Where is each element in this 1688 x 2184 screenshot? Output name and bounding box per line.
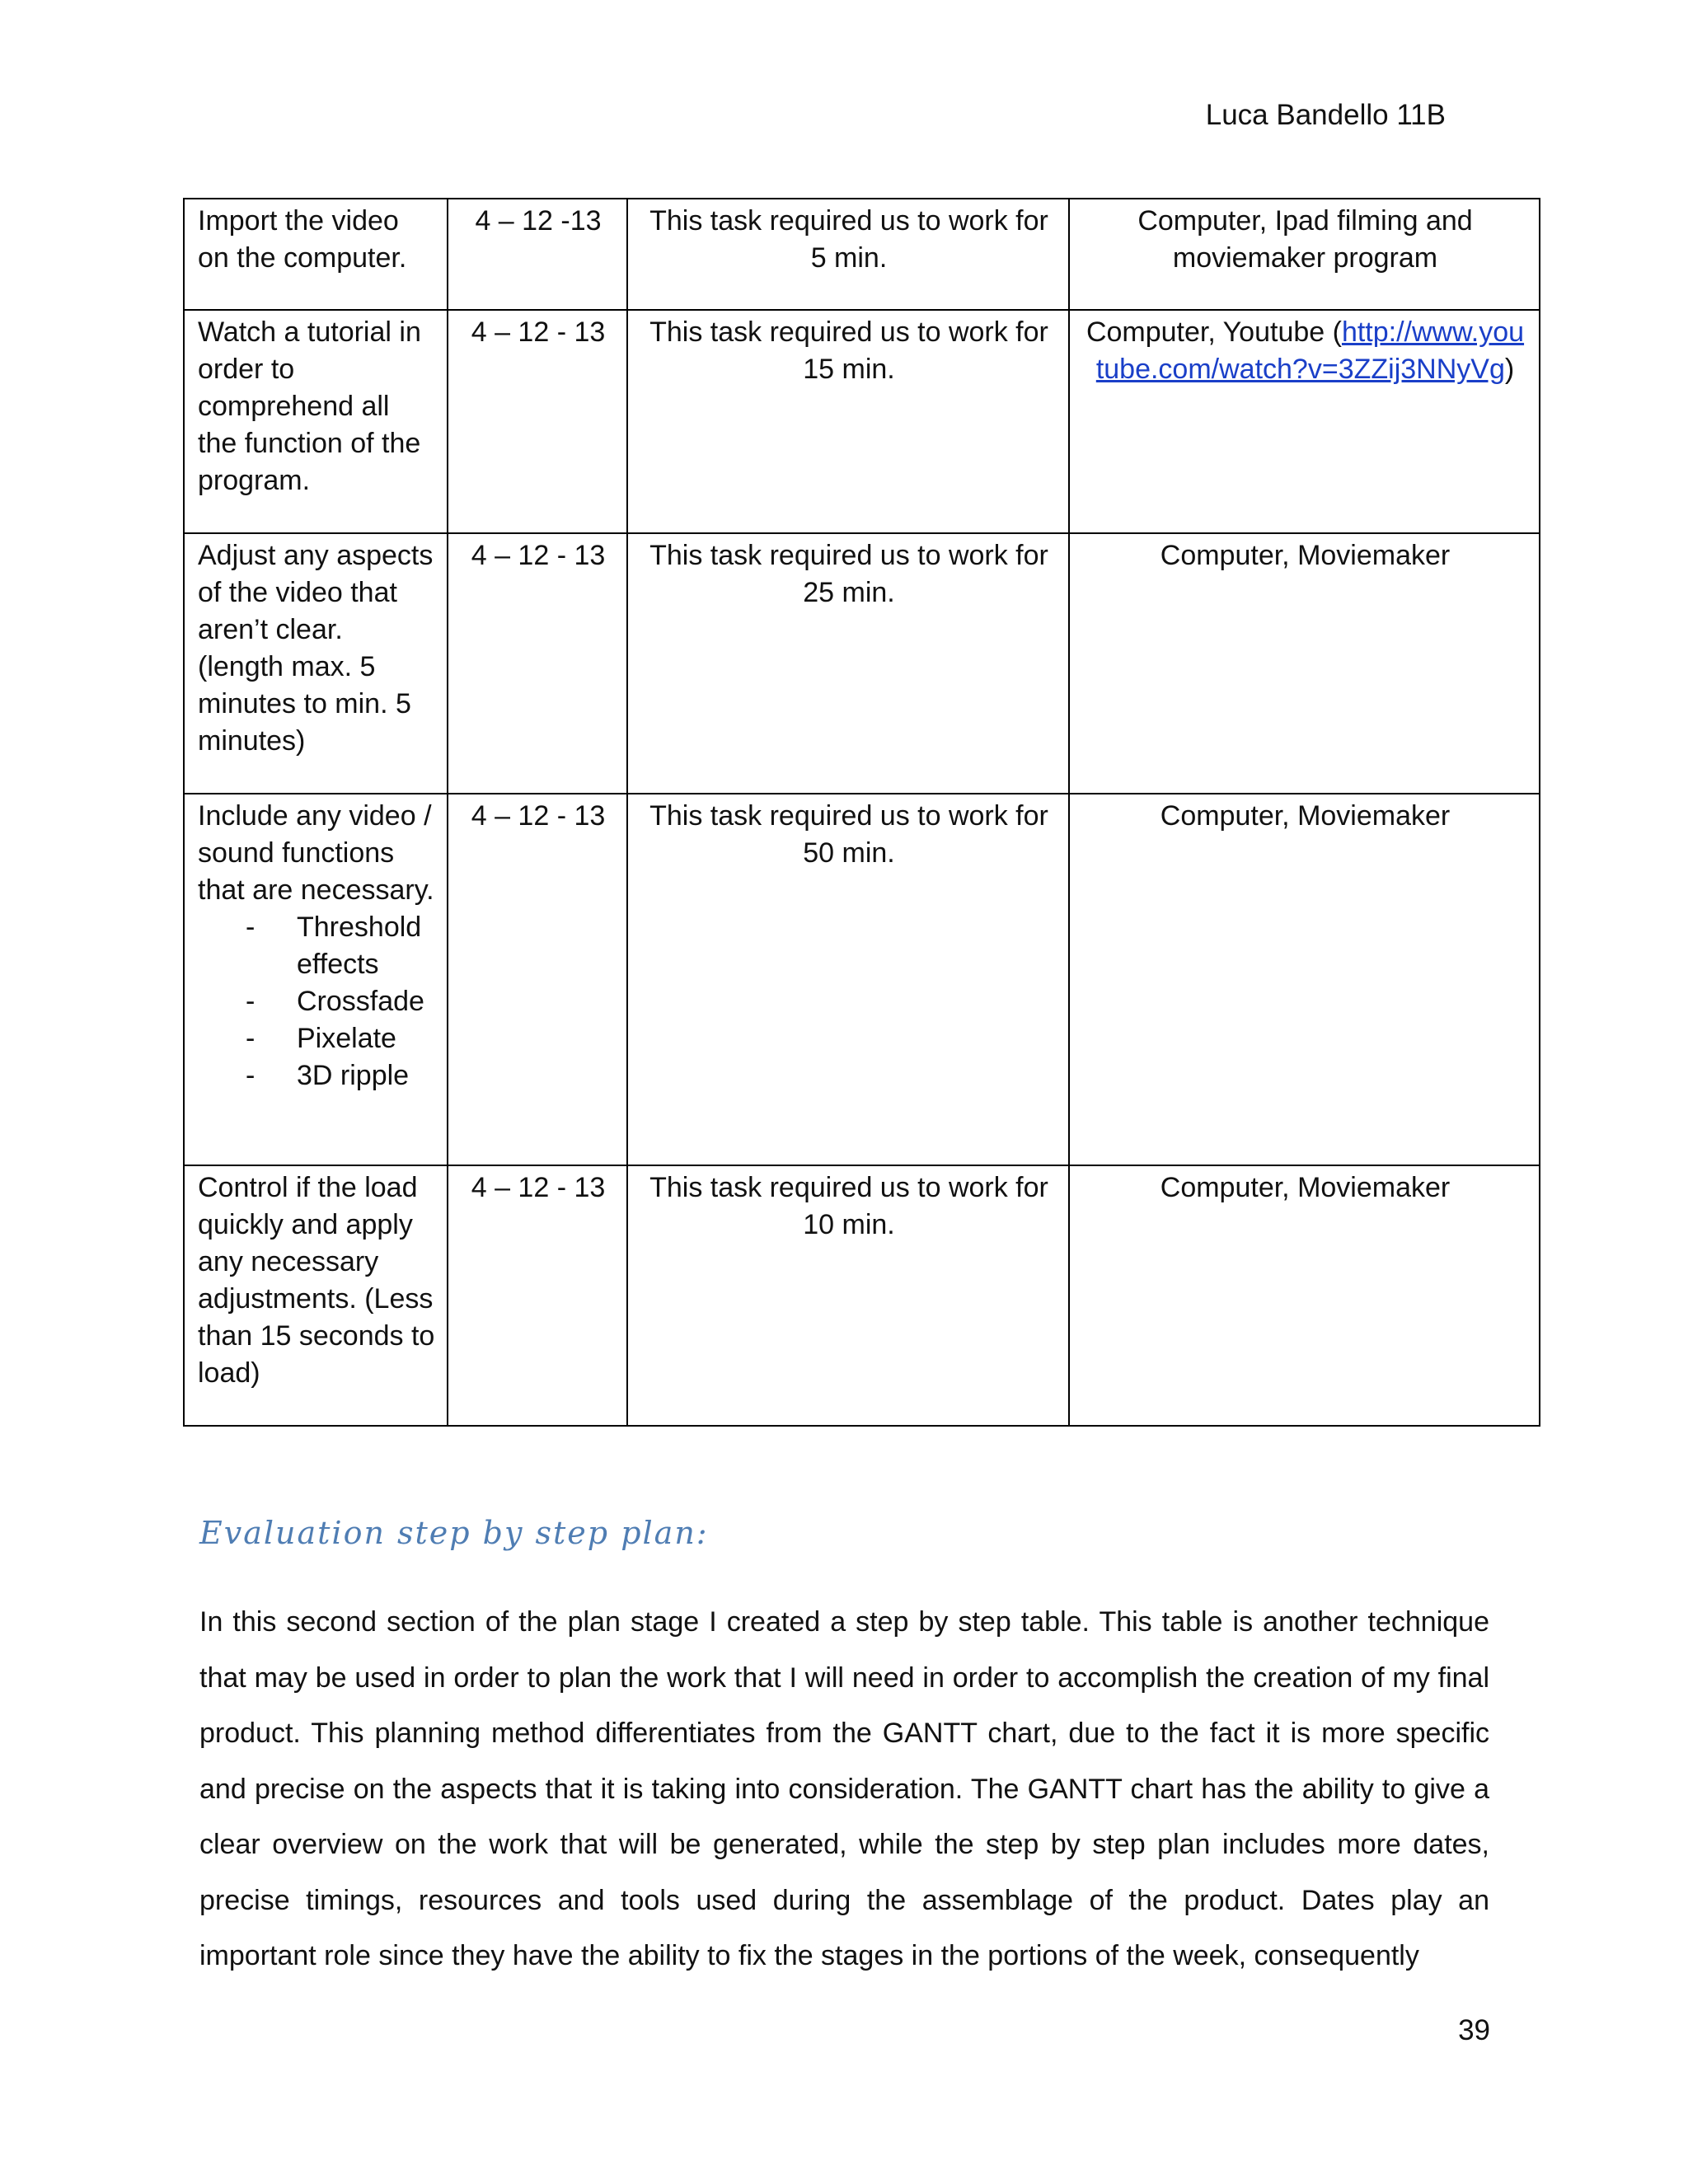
task-cell: Import the video on the computer.	[184, 199, 448, 310]
time-cell: This task required us to work for 5 min.	[627, 199, 1069, 310]
time-cell: This task required us to work for 15 min.	[627, 310, 1069, 533]
date-cell: 4 – 12 - 13	[448, 533, 627, 794]
task-text: Include any video / sound functions that are necessary.	[198, 800, 434, 906]
effects-list	[198, 909, 435, 1094]
table-row	[184, 794, 1540, 1165]
date-cell: 4 – 12 - 13	[448, 1165, 627, 1426]
task-cell: Adjust any aspects of the video that aren’t clear. (length max. 5 minutes to min. 5 minutes)	[184, 533, 448, 794]
task-cell: Watch a tutorial in order to comprehend all the function of the program.	[184, 310, 448, 533]
date-cell: 4 – 12 - 13	[448, 310, 627, 533]
effect-label: 3D ripple	[297, 1060, 410, 1091]
bullet-dash: -	[246, 986, 256, 1017]
body-paragraph: In this second section of the plan stage I created a step by step table. This table is another technique that may be used in order to plan the work that I will need in order to accomplish the creation of my final product. This planning method differentiates from the GANTT chart, due to the fact it is more specific and precise on the aspects that it is taking into consideration. The GANTT chart has the ability to give a clear overview on the work that will be generated, while the step by step plan includes more dates, precise timings, resources and tools used during the assemblage of the product. Dates play an important role since they have the ability to fix the stages in the portions of the week, consequently	[199, 1606, 1489, 1971]
resources-text: Computer, Youtube (	[1085, 316, 1342, 348]
effect-label: Threshold effects	[297, 912, 422, 980]
table-row	[184, 1165, 1540, 1426]
date-cell: 4 – 12 -13	[448, 199, 627, 310]
date-cell: 4 – 12 - 13	[448, 794, 627, 1165]
page-header-author: Luca Bandello 11B	[1205, 99, 1446, 131]
resources-cell	[1069, 310, 1540, 533]
time-cell: This task required us to work for 10 min.	[627, 1165, 1069, 1426]
table-row	[184, 533, 1540, 794]
time-cell: This task required us to work for 25 min.	[627, 533, 1069, 794]
time-cell: This task required us to work for 50 min.	[627, 794, 1069, 1165]
list-item	[198, 909, 435, 983]
task-cell: Control if the load quickly and apply any necessary adjustments. (Less than 15 seconds to load)	[184, 1165, 448, 1426]
effect-label: Crossfade	[297, 986, 424, 1017]
step-by-step-table	[183, 198, 1540, 1427]
bullet-dash: -	[246, 1023, 256, 1054]
list-item	[198, 1020, 435, 1057]
resources-cell: Computer, Moviemaker	[1069, 533, 1540, 794]
effect-label: Pixelate	[297, 1023, 396, 1054]
youtube-tutorial-link[interactable]: http://www.youtube.com/watch?v=3ZZij3NNyVg	[1095, 316, 1525, 385]
resources-cell: Computer, Ipad filming and moviemaker program	[1069, 199, 1540, 310]
list-item	[198, 1057, 435, 1094]
task-cell	[184, 794, 448, 1165]
table-row	[184, 310, 1540, 533]
resources-text-suffix: )	[1504, 354, 1515, 385]
section-heading: Evaluation step by step plan:	[199, 1515, 709, 1551]
bullet-dash: -	[246, 1060, 256, 1091]
bullet-dash: -	[246, 912, 256, 943]
resources-cell: Computer, Moviemaker	[1069, 1165, 1540, 1426]
resources-cell: Computer, Moviemaker	[1069, 794, 1540, 1165]
table-row	[184, 199, 1540, 310]
list-item	[198, 983, 435, 1020]
page-number: 39	[1458, 2014, 1490, 2046]
